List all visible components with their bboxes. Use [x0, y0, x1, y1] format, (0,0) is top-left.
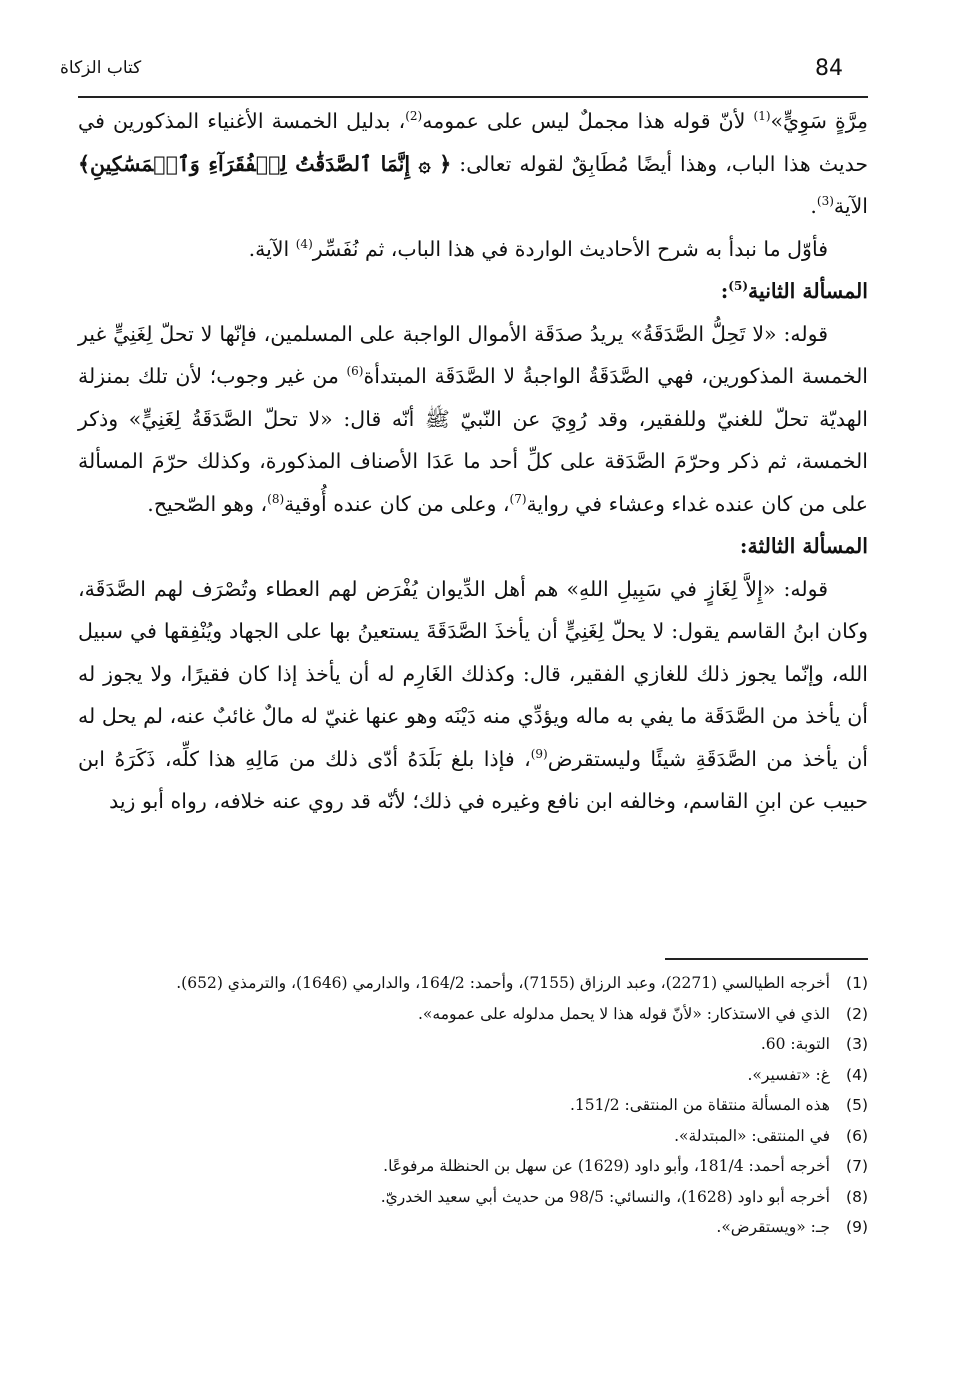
- footnote-ref-5: (5): [728, 279, 749, 294]
- footnote-ref-2: (2): [405, 109, 423, 124]
- footnote-number: (6): [846, 1126, 868, 1145]
- text-run: الآية: [833, 194, 868, 218]
- quran-verse: ﴿ ۞ إِنَّمَا ٱلصَّدَقَٰتُ لِلۡفُقَرَآءِ وَٱلۡمَسَٰكِينِ﴾: [78, 151, 452, 176]
- footnote-text: هذه المسألة منتقاة من المنتقى: 151/2.: [569, 1096, 830, 1114]
- footnote-ref-4: (4): [295, 236, 313, 251]
- footnote-text: أخرجه أبو داود (1628)، والنسائي: 98/5 من حديث أبي سعيد الخدريّ.: [380, 1187, 830, 1206]
- footnotes: [78, 968, 868, 1243]
- footnote-text: التوبة: 60.: [760, 1035, 830, 1053]
- footnote: [78, 999, 868, 1030]
- text-run: مِرَّةٍ سَوِيٍّ»: [770, 109, 869, 133]
- running-title: كتاب الزكاة: [60, 58, 142, 78]
- footnote-text: جـ: «ويستقرض».: [716, 1218, 830, 1236]
- footnote-text: غ: «تفسير».: [747, 1065, 830, 1084]
- text-run: ، وعلى من كان عنده أُوقية: [284, 491, 510, 516]
- footnote-divider: [665, 958, 868, 960]
- footnote-number: (7): [846, 1157, 868, 1175]
- paragraph-4: [78, 568, 868, 823]
- footnote-ref-7: (7): [509, 491, 527, 506]
- text-run: ، فإذا بلغ بَلَدَهُ أدّى ذلك من مَالِهِ هذا كلِّه، ذَكَرَهُ ابن حبيب عن ابنِ القاسم، وخالفه ابن نافع وغيره في ذلك؛ لأنّه قد روي عنه خلافه، رواه أبو زيد: [78, 746, 868, 813]
- main-text: [78, 100, 868, 823]
- footnote-number: (1): [846, 974, 868, 992]
- text-run: قوله: «لا تَحِلُّ الصَّدَقَةُ» يريدُ صدَقَة الأموال الواجبة على المسلمين، فإنّها لا تحلّ لِغَنِيٍّ غير الخمسة المذكورين، فهي الصَّدَقَةُ الواجبةُ لا الصَّدَقَة المبتدأة: [78, 321, 869, 388]
- footnote-number: (8): [846, 1187, 868, 1206]
- footnote-text: أخرجه أحمد: 181/4، وأبو داود (1629) عن سهل بن الحنظلة مرفوعًا.: [383, 1157, 830, 1175]
- section-heading-3: المسألة الثالثة:: [739, 534, 868, 558]
- paragraph-1: [78, 100, 868, 228]
- text-run: لأنّ قوله هذا مجملٌ ليس على عمومه: [422, 109, 754, 133]
- footnote: [78, 1090, 868, 1121]
- footnote: [78, 1121, 868, 1152]
- footnote: [78, 1151, 868, 1182]
- footnote-number: (2): [846, 1004, 868, 1023]
- text-run: من غير وجوب؛ لأن تلك بمنزلة الهديّة تحلّ للغنيّ وللفقير، وقد رُوِيَ عن النّبيّ ﷺ أنّه قال: «لا تحلّ الصَّدَقَةُ لِغَنِيٍّ» وذكر الخمسة، ثم ذكر وحرّمَ الصَّدَقة على كلِّ أحد ما عَدَا الأصناف المذكورة، وكذلك حرّمَ المسألة على من كان عنده غداء وعشاء في رواية: [78, 364, 868, 516]
- footnote-ref-3: (3): [816, 194, 834, 209]
- footnote-text: الذي في الاستذكار: «لأنّ قوله هذا لا يحمل مدلوله على عمومه».: [417, 1004, 830, 1023]
- footnote: [78, 1182, 868, 1213]
- footnote-number: (3): [846, 1035, 868, 1053]
- footnote-text: أخرجه الطيالسي (2271)، وعبد الرزاق (7155)، وأحمد: 164/2، والدارمي (1646)، والترمذي (652).: [176, 974, 830, 992]
- text-run: .: [810, 194, 817, 218]
- footnote: [78, 1060, 868, 1091]
- text-run: ، وهو الصّحيح.: [147, 491, 268, 516]
- page-number: 84: [815, 56, 843, 81]
- footnote: [78, 1029, 868, 1060]
- footnote-number: (5): [846, 1096, 868, 1114]
- heading-colon: :: [720, 279, 729, 303]
- footnote-ref-1: (1): [753, 109, 771, 124]
- paragraph-2: [78, 228, 868, 271]
- section-heading-2: [78, 270, 868, 313]
- footnote-number: (9): [846, 1218, 868, 1236]
- text-run: قوله: «إِلاَّ لِغَازٍ في سَبِيلِ اللهِ» هم أهل الدِّيوان يُفْرَض لهم العطاء وتُصْرَف لهم الصَّدَقَة، وكان ابنُ القاسم يقول: لا يحلّ لِغَنِيٍّ أن يأخذَ الصَّدَقَةَ يستعينُ بها على الجهاد ويُنْفِقها في سبيل الله، وإنّما يجوز ذلك للغازي الفقير، قال: وكذلك الغَارِم له أن يأخذ إذا كان فقيرًا، ولا يجوز له أن يأخذ من الصَّدَقَة ما يفي به ماله ويؤدِّي منه دَيْنَه وهو عنها غنيّ له مالٌ غائبٌ عنه، لم يحل له أن يأخذ من الصَّدَقَةِ شيئًا وليستقرض: [78, 576, 868, 771]
- footnote-ref-6: (6): [346, 364, 364, 379]
- footnote-ref-8: (8): [267, 491, 285, 506]
- text-run: الآية.: [248, 236, 296, 261]
- footnote-number: (4): [846, 1065, 868, 1084]
- text-run: فأوّل ما نبدأ به شرح الأحاديث الواردة في هذا الباب، ثم نُفَسِّر: [312, 236, 828, 261]
- heading-text: المسألة الثانية: [748, 279, 868, 303]
- footnote: [78, 1212, 868, 1243]
- text-run: ، بدليل الخمسة الأغنياء المذكورين في حديث هذا الباب، وهذا أيضًا مُطَابِقٌ لقوله تعالى:: [78, 109, 868, 176]
- header-divider: [78, 96, 868, 98]
- footnote-text: في المنتقى: «المبتدلة».: [674, 1126, 830, 1145]
- paragraph-3: [78, 313, 868, 526]
- footnote: [78, 968, 868, 999]
- footnote-ref-9: (9): [530, 746, 548, 761]
